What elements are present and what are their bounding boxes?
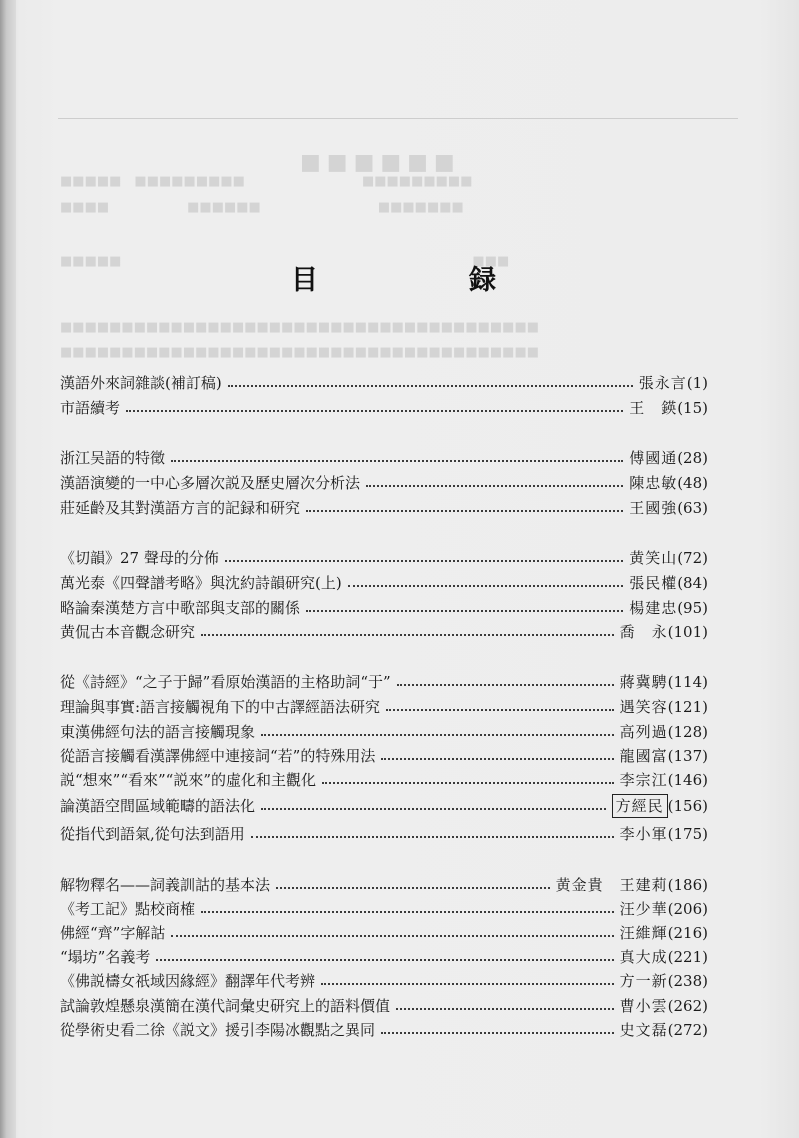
bleed-through-text: ■■■■■■■■■■■■■■■■■■■■■■■■■■■■■■■■■■■■■■■ xyxy=(60,345,540,360)
leader-dots xyxy=(348,585,623,587)
page-title: 目 録 xyxy=(291,265,558,296)
entry-title: 東漢佛經句法的語言接觸現象 xyxy=(60,723,256,741)
toc-entry xyxy=(60,671,708,693)
entry-author: 陳忠敏 xyxy=(629,474,678,492)
toc-entry xyxy=(60,946,708,968)
entry-page: (121) xyxy=(667,698,708,716)
entry-title: 《切韻》27 聲母的分佈 xyxy=(60,549,219,567)
leader-dots xyxy=(381,1032,614,1034)
leader-dots xyxy=(386,709,614,711)
toc-entry xyxy=(60,874,708,896)
entry-page: (72) xyxy=(677,549,708,567)
entry-page: (216) xyxy=(667,924,708,942)
toc-entry xyxy=(60,1019,708,1041)
toc-entry xyxy=(60,898,708,920)
leader-dots xyxy=(261,808,606,810)
bleed-through-text: ■■■■ ■■■■■■ ■■■■■■■ xyxy=(60,200,464,215)
toc-entry xyxy=(60,721,708,743)
entry-page: (137) xyxy=(667,747,708,765)
leader-dots xyxy=(171,460,623,462)
bleed-through-line xyxy=(58,118,738,119)
toc-entry xyxy=(60,795,708,817)
entry-title: 漢語演變的一中心多層次説及歷史層次分析法 xyxy=(60,474,361,492)
entry-title: 從學術史看二徐《説文》援引李陽冰觀點之異同 xyxy=(60,1021,376,1039)
entry-title: 莊延齡及其對漢語方言的記録和研究 xyxy=(60,499,301,517)
leader-dots xyxy=(171,935,613,937)
toc-entry xyxy=(60,472,708,494)
leader-dots xyxy=(306,510,623,512)
entry-title: 黄侃古本音觀念研究 xyxy=(60,623,196,641)
leader-dots xyxy=(156,959,613,961)
toc-entry xyxy=(60,572,708,594)
leader-dots xyxy=(261,734,614,736)
entry-author: 史文磊 xyxy=(619,1021,668,1039)
entry-page: (206) xyxy=(667,900,708,918)
entry-page: (28) xyxy=(677,449,708,467)
entry-page: (272) xyxy=(667,1021,708,1039)
entry-page: (186) xyxy=(667,876,708,894)
entry-author: 遇笑容 xyxy=(619,698,668,716)
page-binding-shadow xyxy=(0,0,16,1138)
leader-dots xyxy=(322,782,614,784)
toc-entry xyxy=(60,372,708,394)
entry-page: (262) xyxy=(667,997,708,1015)
entry-title: 從指代到語氣,從句法到語用 xyxy=(60,825,245,843)
leader-dots xyxy=(306,610,623,612)
entry-author: 張民權 xyxy=(629,574,678,592)
toc-entry xyxy=(60,547,708,569)
entry-author: 李宗江 xyxy=(619,771,668,789)
entry-title: 理論與事實:語言接觸視角下的中古譯經語法研究 xyxy=(60,698,381,716)
entry-author: 汪少華 xyxy=(619,900,668,918)
entry-author: 張永言 xyxy=(638,374,687,392)
entry-page: (238) xyxy=(667,972,708,990)
toc-entry xyxy=(60,970,708,992)
entry-title: 説“想來”“看來”“説來”的虛化和主觀化 xyxy=(60,771,317,789)
entry-title: 從《詩經》“之子于歸”看原始漢語的主格助詞“于” xyxy=(60,673,391,691)
entry-page: (48) xyxy=(677,474,708,492)
entry-page: (101) xyxy=(667,623,708,641)
entry-author: 李小軍 xyxy=(619,825,668,843)
entry-page: (114) xyxy=(667,673,708,691)
entry-title: 萬光泰《四聲譜考略》與沈約詩韻研究(上) xyxy=(60,574,342,592)
bleed-through-text: ■■■■■ ■■■ xyxy=(60,254,510,269)
entry-title: 從語言接觸看漢譯佛經中連接詞“若”的特殊用法 xyxy=(60,747,376,765)
entry-author: 楊建忠 xyxy=(629,599,678,617)
entry-title: “塌坊”名義考 xyxy=(60,948,151,966)
leader-dots xyxy=(396,1008,614,1010)
entry-page: (175) xyxy=(667,825,708,843)
entry-title: 市語續考 xyxy=(60,399,121,417)
leader-dots xyxy=(321,983,614,985)
bleed-through-heading: ■■■■■■ xyxy=(300,150,461,175)
entry-page: (63) xyxy=(677,499,708,517)
entry-page: (1) xyxy=(686,374,708,392)
entry-author: 曹小雲 xyxy=(619,997,668,1015)
toc-entry xyxy=(60,745,708,767)
entry-title: 試論敦煌懸泉漢簡在漢代詞彙史研究上的語料價值 xyxy=(60,997,391,1015)
entry-title: 《佛説檮女祇域因緣經》翻譯年代考辨 xyxy=(60,972,316,990)
leader-dots xyxy=(201,634,614,636)
entry-author: 真大成 xyxy=(619,948,668,966)
bleed-through-text: ■■■■■ ■■■■■■■■■ ■■■■■■■■■ xyxy=(60,174,473,189)
toc-entry xyxy=(60,447,708,469)
entry-title: 漢語外來詞雜談(補訂稿) xyxy=(60,374,222,392)
leader-dots xyxy=(126,410,623,412)
entry-author: 王國強 xyxy=(629,499,678,517)
toc-entry xyxy=(60,696,708,718)
entry-title: 浙江吴語的特徵 xyxy=(60,449,166,467)
toc-entry xyxy=(60,497,708,519)
leader-dots xyxy=(397,684,614,686)
entry-page: (84) xyxy=(677,574,708,592)
entry-author: 龍國富 xyxy=(619,747,668,765)
entry-author: 汪維輝 xyxy=(619,924,668,942)
entry-author: 王 鍈 xyxy=(629,399,678,417)
entry-author: 傅國通 xyxy=(629,449,678,467)
entry-author: 方經民 xyxy=(612,794,668,818)
entry-author: 黄笑山 xyxy=(629,549,678,567)
leader-dots xyxy=(276,887,550,889)
entry-author: 方一新 xyxy=(619,972,668,990)
bleed-through-text: ■■■■■■■■■■■■■■■■■■■■■■■■■■■■■■■■■■■■■■■ xyxy=(60,320,540,335)
entry-page: (95) xyxy=(677,599,708,617)
leader-dots xyxy=(381,758,613,760)
toc-entry xyxy=(60,823,708,845)
entry-title: 論漢語空間區域範疇的語法化 xyxy=(60,797,256,815)
leader-dots xyxy=(228,385,633,387)
entry-title: 《考工記》點校商榷 xyxy=(60,900,196,918)
toc-entry xyxy=(60,621,708,643)
entry-title: 佛經“齊”字解詁 xyxy=(60,924,166,942)
toc-entry xyxy=(60,597,708,619)
leader-dots xyxy=(225,560,623,562)
entry-title: 略論秦漢楚方言中歌部與支部的關係 xyxy=(60,599,301,617)
entry-page: (146) xyxy=(667,771,708,789)
toc-entry xyxy=(60,995,708,1017)
entry-page: (221) xyxy=(667,948,708,966)
leader-dots xyxy=(251,836,614,838)
entry-author: 蔣冀騁 xyxy=(619,673,668,691)
entry-page: (128) xyxy=(667,723,708,741)
leader-dots xyxy=(366,485,623,487)
toc-entry xyxy=(60,922,708,944)
leader-dots xyxy=(201,911,614,913)
toc-entry xyxy=(60,397,708,419)
entry-author: 黄金貴 王建莉 xyxy=(555,876,668,894)
entry-author: 高列過 xyxy=(619,723,668,741)
entry-title: 解物釋名——詞義訓詁的基本法 xyxy=(60,876,271,894)
entry-page: (15) xyxy=(677,399,708,417)
entry-author: 喬 永 xyxy=(619,623,668,641)
toc-entry xyxy=(60,769,708,791)
entry-page: (156) xyxy=(667,797,708,815)
